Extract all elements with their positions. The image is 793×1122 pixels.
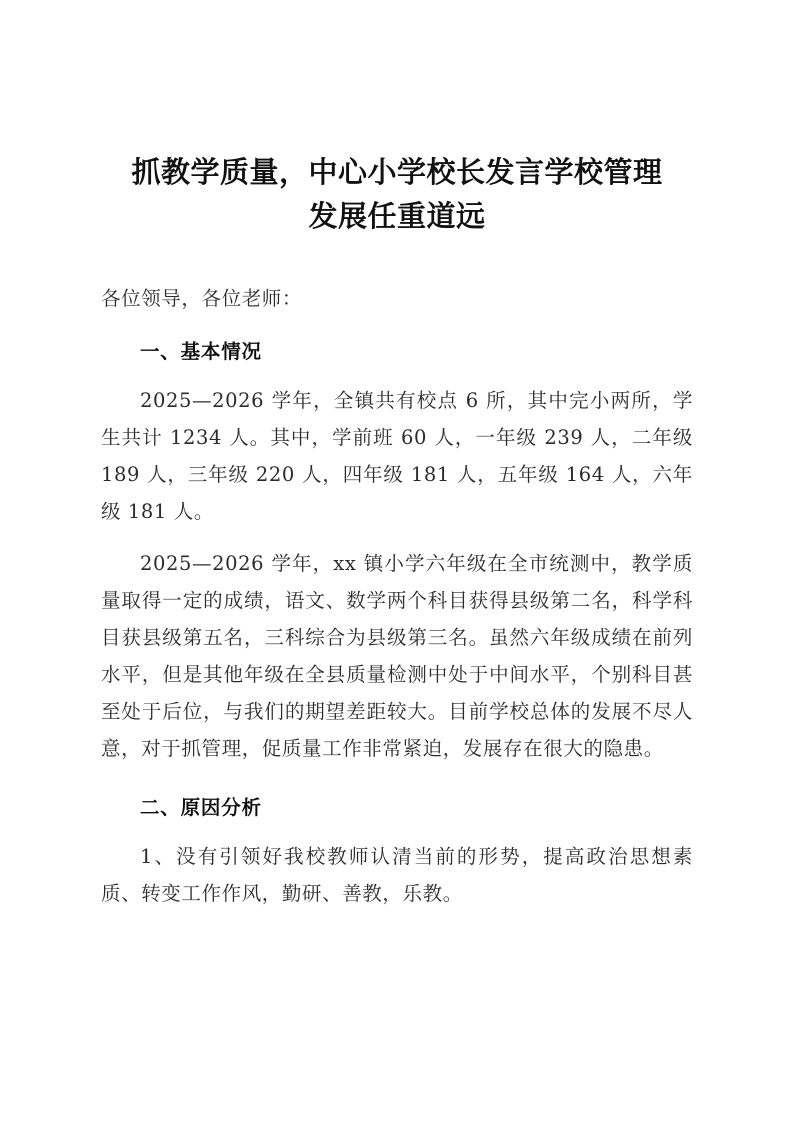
section-2-paragraph-1: 1、没有引领好我校教师认清当前的形势，提高政治思想素质、转变工作作风，勤研、善教，乐教。 xyxy=(101,845,693,905)
section-1-paragraph-2: 2025—2026 学年，xx 镇小学六年级在全市统测中，教学质量取得一定的成绩，语文、数学两个科目获得县级第二名，科学科目获县级第五名，三科综合为县级第三名。虽然六年级成绩在前列水平，但是其他年级在全县质量检测中处于中间水平，个别科目甚至处于后位，与我们的期望差距较大。目前学校总体的发展不尽人意，对于抓管理，促质量工作非常紧迫，发展存在很大的隐患。 xyxy=(101,552,693,760)
section-heading-1: 一、基本情况 xyxy=(140,340,262,363)
page-title-line-1: 抓教学质量，中心小学校长发言学校管理 xyxy=(131,155,663,189)
salutation: 各位领导，各位老师： xyxy=(101,287,303,310)
section-heading-2: 二、原因分析 xyxy=(140,796,262,819)
section-1-paragraph-1: 2025—2026 学年，全镇共有校点 6 所，其中完小两所，学生共计 1234 人。其中，学前班 60 人，一年级 239 人，二年级 189 人，三年级 220 人，四年级 181 人，五年级 164 人，六年级 181 人。 xyxy=(101,389,693,523)
page-title-line-2: 发展任重道远 xyxy=(308,199,486,233)
page-title xyxy=(101,150,693,238)
document-content xyxy=(101,150,693,912)
